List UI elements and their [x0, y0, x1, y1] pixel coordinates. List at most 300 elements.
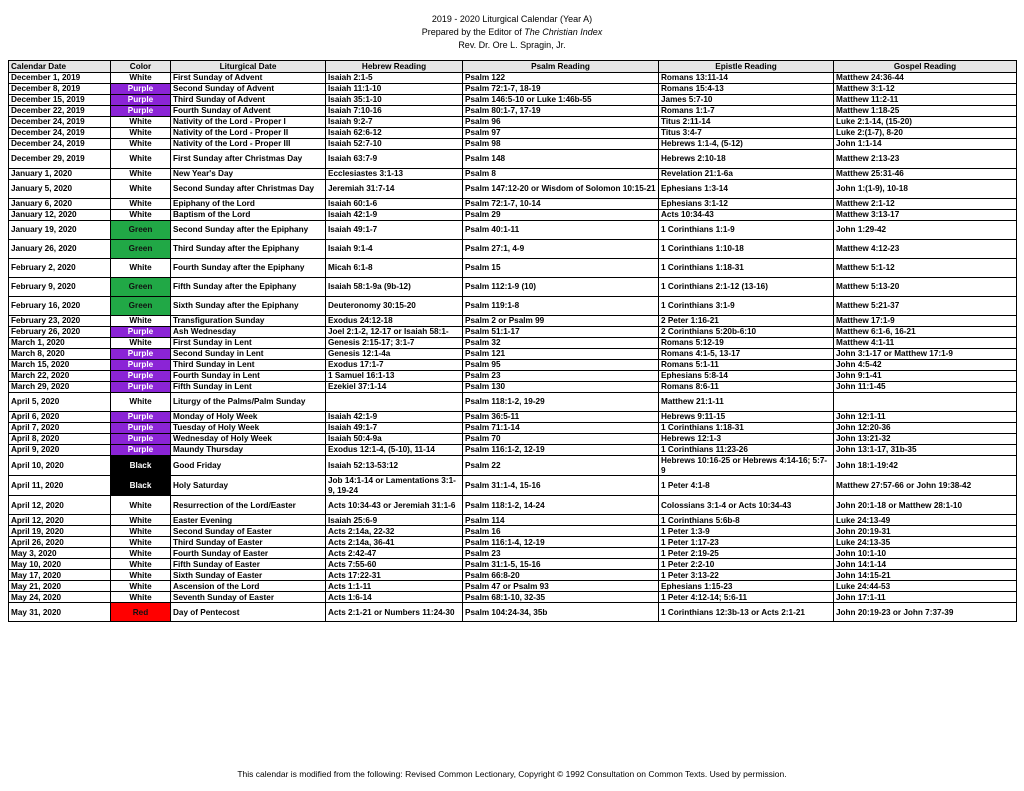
gospel-reading-cell [834, 393, 1017, 412]
psalm-reading-cell: Psalm 23 [463, 371, 659, 382]
liturgical-color-cell: Black [111, 456, 171, 476]
copyright-footer: This calendar is modified from the following: Revised Common Lectionary, Copyright © 1992 Consultation on Common Texts. Used by permission. [237, 769, 787, 779]
gospel-reading-cell: Luke 2:1-14, (15-20) [834, 117, 1017, 128]
liturgical-color-cell: White [111, 139, 171, 150]
gospel-reading-cell: John 14:1-14 [834, 559, 1017, 570]
liturgical-color-cell: Purple [111, 327, 171, 338]
table-row [9, 199, 1017, 210]
calendar-date-cell: April 6, 2020 [9, 412, 111, 423]
table-row [9, 559, 1017, 570]
liturgical-color-cell: Green [111, 278, 171, 297]
psalm-reading-cell: Psalm 122 [463, 73, 659, 84]
gospel-reading-cell: John 1:29-42 [834, 221, 1017, 240]
hebrew-reading-cell: Isaiah 52:13-53:12 [326, 456, 463, 476]
liturgical-color-cell: White [111, 496, 171, 515]
calendar-date-cell: December 24, 2019 [9, 139, 111, 150]
table-row [9, 371, 1017, 382]
epistle-reading-cell: 1 Peter 4:1-8 [659, 476, 834, 496]
hebrew-reading-cell: Ecclesiastes 3:1-13 [326, 169, 463, 180]
table-row [9, 570, 1017, 581]
calendar-date-cell: May 31, 2020 [9, 603, 111, 622]
hebrew-reading-cell: Isaiah 35:1-10 [326, 95, 463, 106]
psalm-reading-cell: Psalm 72:1-7, 10-14 [463, 199, 659, 210]
gospel-reading-cell: Matthew 11:2-11 [834, 95, 1017, 106]
calendar-date-cell: December 24, 2019 [9, 117, 111, 128]
table-row [9, 169, 1017, 180]
liturgical-date-cell: Fifth Sunday in Lent [171, 382, 326, 393]
hebrew-reading-cell: Deuteronomy 30:15-20 [326, 297, 463, 316]
publication-name: The Christian Index [524, 27, 603, 37]
calendar-date-cell: February 2, 2020 [9, 259, 111, 278]
liturgical-color-cell: Green [111, 240, 171, 259]
gospel-reading-cell: John 20:19-23 or John 7:37-39 [834, 603, 1017, 622]
hebrew-reading-cell: Exodus 17:1-7 [326, 360, 463, 371]
calendar-title: 2019 - 2020 Liturgical Calendar (Year A) [431, 14, 593, 24]
liturgical-date-cell: Seventh Sunday of Easter [171, 592, 326, 603]
psalm-reading-cell: Psalm 116:1-4, 12-19 [463, 537, 659, 548]
liturgical-color-cell: White [111, 548, 171, 559]
calendar-date-cell: March 8, 2020 [9, 349, 111, 360]
gospel-reading-cell: John 1:(1-9), 10-18 [834, 180, 1017, 199]
calendar-date-cell: April 10, 2020 [9, 456, 111, 476]
epistle-reading-cell: 1 Corinthians 3:1-9 [659, 297, 834, 316]
psalm-reading-cell: Psalm 29 [463, 210, 659, 221]
table-row [9, 95, 1017, 106]
liturgical-color-cell: White [111, 169, 171, 180]
table-row [9, 106, 1017, 117]
liturgical-date-cell: Nativity of the Lord - Proper III [171, 139, 326, 150]
epistle-reading-cell: 1 Peter 4:12-14; 5:6-11 [659, 592, 834, 603]
liturgical-color-cell: Purple [111, 371, 171, 382]
psalm-reading-cell: Psalm 47 or Psalm 93 [463, 581, 659, 592]
liturgical-date-cell: Nativity of the Lord - Proper I [171, 117, 326, 128]
liturgical-color-cell: Purple [111, 412, 171, 423]
gospel-reading-cell: Matthew 2:1-12 [834, 199, 1017, 210]
epistle-reading-cell: Romans 13:11-14 [659, 73, 834, 84]
gospel-reading-cell: John 13:1-17, 31b-35 [834, 445, 1017, 456]
liturgical-color-cell: Green [111, 221, 171, 240]
liturgical-color-cell: White [111, 526, 171, 537]
liturgical-color-cell: White [111, 570, 171, 581]
liturgical-color-cell: Purple [111, 423, 171, 434]
epistle-reading-cell: Titus 3:4-7 [659, 128, 834, 139]
gospel-reading-cell: Matthew 2:13-23 [834, 150, 1017, 169]
liturgical-date-cell: Second Sunday after Christmas Day [171, 180, 326, 199]
liturgical-date-cell: Fifth Sunday after the Epiphany [171, 278, 326, 297]
liturgical-date-cell: Good Friday [171, 456, 326, 476]
epistle-reading-cell: 1 Corinthians 1:10-18 [659, 240, 834, 259]
epistle-reading-cell: 1 Peter 2:2-10 [659, 559, 834, 570]
table-row [9, 327, 1017, 338]
liturgical-date-cell: Transfiguration Sunday [171, 316, 326, 327]
table-row [9, 316, 1017, 327]
psalm-reading-cell: Psalm 40:1-11 [463, 221, 659, 240]
liturgical-date-cell: Easter Evening [171, 515, 326, 526]
liturgical-color-cell: White [111, 180, 171, 199]
table-row [9, 240, 1017, 259]
psalm-reading-cell: Psalm 112:1-9 (10) [463, 278, 659, 297]
liturgical-color-cell: Red [111, 603, 171, 622]
gospel-reading-cell: John 4:5-42 [834, 360, 1017, 371]
hebrew-reading-cell: Isaiah 9:2-7 [326, 117, 463, 128]
hebrew-reading-cell: Exodus 24:12-18 [326, 316, 463, 327]
liturgical-date-cell: Sixth Sunday after the Epiphany [171, 297, 326, 316]
liturgical-date-cell: First Sunday in Lent [171, 338, 326, 349]
gospel-reading-cell: John 12:1-11 [834, 412, 1017, 423]
epistle-reading-cell: Hebrews 2:10-18 [659, 150, 834, 169]
table-row [9, 412, 1017, 423]
column-header-liturgical-date: Liturgical Date [171, 61, 326, 73]
gospel-reading-cell: Matthew 4:12-23 [834, 240, 1017, 259]
prepared-by-line [0, 26, 1024, 39]
calendar-date-cell: December 1, 2019 [9, 73, 111, 84]
epistle-reading-cell: Hebrews 10:16-25 or Hebrews 4:14-16; 5:7-9 [659, 456, 834, 476]
table-header-row [9, 61, 1017, 73]
gospel-reading-cell: John 20:1-18 or Matthew 28:1-10 [834, 496, 1017, 515]
psalm-reading-cell: Psalm 2 or Psalm 99 [463, 316, 659, 327]
liturgical-date-cell: Third Sunday in Lent [171, 360, 326, 371]
psalm-reading-cell: Psalm 80:1-7, 17-19 [463, 106, 659, 117]
hebrew-reading-cell: Isaiah 49:1-7 [326, 221, 463, 240]
epistle-reading-cell: Ephesians 3:1-12 [659, 199, 834, 210]
hebrew-reading-cell: Job 14:1-14 or Lamentations 3:1-9, 19-24 [326, 476, 463, 496]
gospel-reading-cell: John 10:1-10 [834, 548, 1017, 559]
gospel-reading-cell: John 9:1-41 [834, 371, 1017, 382]
hebrew-reading-cell [326, 393, 463, 412]
hebrew-reading-cell: Acts 2:42-47 [326, 548, 463, 559]
calendar-date-cell: May 3, 2020 [9, 548, 111, 559]
liturgical-color-cell: Purple [111, 95, 171, 106]
psalm-reading-cell: Psalm 147:12-20 or Wisdom of Solomon 10:15-21 [463, 180, 659, 199]
document-header [0, 13, 1024, 52]
liturgical-date-cell: Sixth Sunday of Easter [171, 570, 326, 581]
liturgical-date-cell: Nativity of the Lord - Proper II [171, 128, 326, 139]
liturgical-color-cell: White [111, 259, 171, 278]
liturgical-date-cell: Day of Pentecost [171, 603, 326, 622]
epistle-reading-cell: Titus 2:11-14 [659, 117, 834, 128]
psalm-reading-cell: Psalm 118:1-2, 14-24 [463, 496, 659, 515]
hebrew-reading-cell: Acts 7:55-60 [326, 559, 463, 570]
gospel-reading-cell: Luke 24:44-53 [834, 581, 1017, 592]
calendar-date-cell: May 21, 2020 [9, 581, 111, 592]
liturgical-date-cell: Ascension of the Lord [171, 581, 326, 592]
hebrew-reading-cell: Acts 2:1-21 or Numbers 11:24-30 [326, 603, 463, 622]
gospel-reading-cell: Matthew 4:1-11 [834, 338, 1017, 349]
table-row [9, 548, 1017, 559]
liturgical-date-cell: First Sunday of Advent [171, 73, 326, 84]
liturgical-date-cell: Fourth Sunday in Lent [171, 371, 326, 382]
epistle-reading-cell: Romans 4:1-5, 13-17 [659, 349, 834, 360]
liturgical-date-cell: Wednesday of Holy Week [171, 434, 326, 445]
hebrew-reading-cell: Ezekiel 37:1-14 [326, 382, 463, 393]
psalm-reading-cell: Psalm 72:1-7, 18-19 [463, 84, 659, 95]
calendar-date-cell: January 12, 2020 [9, 210, 111, 221]
liturgical-date-cell: Tuesday of Holy Week [171, 423, 326, 434]
gospel-reading-cell: John 17:1-11 [834, 592, 1017, 603]
liturgical-date-cell: Second Sunday of Advent [171, 84, 326, 95]
table-row [9, 259, 1017, 278]
liturgical-color-cell: White [111, 537, 171, 548]
liturgical-date-cell: Epiphany of the Lord [171, 199, 326, 210]
liturgical-color-cell: White [111, 592, 171, 603]
gospel-reading-cell: Matthew 17:1-9 [834, 316, 1017, 327]
table-row [9, 84, 1017, 95]
liturgical-color-cell: White [111, 338, 171, 349]
calendar-date-cell: February 9, 2020 [9, 278, 111, 297]
liturgical-date-cell: Third Sunday of Advent [171, 95, 326, 106]
calendar-date-cell: February 26, 2020 [9, 327, 111, 338]
hebrew-reading-cell: Acts 10:34-43 or Jeremiah 31:1-6 [326, 496, 463, 515]
psalm-reading-cell: Psalm 96 [463, 117, 659, 128]
epistle-reading-cell: Matthew 21:1-11 [659, 393, 834, 412]
epistle-reading-cell: Hebrews 12:1-3 [659, 434, 834, 445]
liturgical-date-cell: Second Sunday of Easter [171, 526, 326, 537]
table-row [9, 537, 1017, 548]
table-row [9, 581, 1017, 592]
hebrew-reading-cell: Isaiah 58:1-9a (9b-12) [326, 278, 463, 297]
psalm-reading-cell: Psalm 114 [463, 515, 659, 526]
liturgical-date-cell: Second Sunday in Lent [171, 349, 326, 360]
epistle-reading-cell: Ephesians 5:8-14 [659, 371, 834, 382]
psalm-reading-cell: Psalm 148 [463, 150, 659, 169]
epistle-reading-cell: 1 Peter 2:19-25 [659, 548, 834, 559]
hebrew-reading-cell: Isaiah 62:6-12 [326, 128, 463, 139]
prepared-by-prefix: Prepared by the Editor of [421, 27, 525, 37]
liturgical-date-cell: Fourth Sunday of Advent [171, 106, 326, 117]
table-row [9, 297, 1017, 316]
liturgical-color-cell: Purple [111, 84, 171, 95]
psalm-reading-cell: Psalm 95 [463, 360, 659, 371]
epistle-reading-cell: 1 Corinthians 2:1-12 (13-16) [659, 278, 834, 297]
liturgical-color-cell: White [111, 117, 171, 128]
psalm-reading-cell: Psalm 98 [463, 139, 659, 150]
psalm-reading-cell: Psalm 66:8-20 [463, 570, 659, 581]
column-header-color: Color [111, 61, 171, 73]
liturgical-date-cell: Holy Saturday [171, 476, 326, 496]
epistle-reading-cell: Romans 15:4-13 [659, 84, 834, 95]
calendar-date-cell: May 24, 2020 [9, 592, 111, 603]
epistle-reading-cell: 1 Peter 1:17-23 [659, 537, 834, 548]
gospel-reading-cell: John 18:1-19:42 [834, 456, 1017, 476]
calendar-date-cell: April 19, 2020 [9, 526, 111, 537]
liturgical-color-cell: White [111, 515, 171, 526]
psalm-reading-cell: Psalm 31:1-5, 15-16 [463, 559, 659, 570]
psalm-reading-cell: Psalm 116:1-2, 12-19 [463, 445, 659, 456]
table-row [9, 603, 1017, 622]
liturgical-date-cell: Third Sunday of Easter [171, 537, 326, 548]
liturgical-date-cell: Fourth Sunday of Easter [171, 548, 326, 559]
hebrew-reading-cell: Exodus 12:1-4, (5-10), 11-14 [326, 445, 463, 456]
calendar-date-cell: December 8, 2019 [9, 84, 111, 95]
epistle-reading-cell: James 5:7-10 [659, 95, 834, 106]
table-row [9, 423, 1017, 434]
liturgical-calendar-table [8, 60, 1017, 622]
table-row [9, 150, 1017, 169]
calendar-date-cell: April 8, 2020 [9, 434, 111, 445]
calendar-date-cell: December 24, 2019 [9, 128, 111, 139]
table-row [9, 128, 1017, 139]
hebrew-reading-cell: Isaiah 11:1-10 [326, 84, 463, 95]
epistle-reading-cell: Romans 5:1-11 [659, 360, 834, 371]
epistle-reading-cell: Hebrews 9:11-15 [659, 412, 834, 423]
psalm-reading-cell: Psalm 71:1-14 [463, 423, 659, 434]
hebrew-reading-cell: Acts 17:22-31 [326, 570, 463, 581]
hebrew-reading-cell: Isaiah 52:7-10 [326, 139, 463, 150]
gospel-reading-cell: John 12:20-36 [834, 423, 1017, 434]
epistle-reading-cell: 1 Corinthians 1:1-9 [659, 221, 834, 240]
gospel-reading-cell: Matthew 3:1-12 [834, 84, 1017, 95]
hebrew-reading-cell: Isaiah 50:4-9a [326, 434, 463, 445]
hebrew-reading-cell: Isaiah 9:1-4 [326, 240, 463, 259]
calendar-date-cell: April 5, 2020 [9, 393, 111, 412]
psalm-reading-cell: Psalm 51:1-17 [463, 327, 659, 338]
liturgical-date-cell: New Year's Day [171, 169, 326, 180]
liturgical-color-cell: White [111, 128, 171, 139]
calendar-date-cell: January 5, 2020 [9, 180, 111, 199]
gospel-reading-cell: Matthew 5:13-20 [834, 278, 1017, 297]
epistle-reading-cell: Colossians 3:1-4 or Acts 10:34-43 [659, 496, 834, 515]
hebrew-reading-cell: Acts 2:14a, 22-32 [326, 526, 463, 537]
calendar-date-cell: December 29, 2019 [9, 150, 111, 169]
liturgical-date-cell: Third Sunday after the Epiphany [171, 240, 326, 259]
psalm-reading-cell: Psalm 23 [463, 548, 659, 559]
gospel-reading-cell: Matthew 1:18-25 [834, 106, 1017, 117]
gospel-reading-cell: Matthew 27:57-66 or John 19:38-42 [834, 476, 1017, 496]
liturgical-date-cell: Fifth Sunday of Easter [171, 559, 326, 570]
epistle-reading-cell: 1 Peter 1:3-9 [659, 526, 834, 537]
calendar-date-cell: January 19, 2020 [9, 221, 111, 240]
table-row [9, 349, 1017, 360]
epistle-reading-cell: Romans 8:6-11 [659, 382, 834, 393]
hebrew-reading-cell: Acts 2:14a, 36-41 [326, 537, 463, 548]
gospel-reading-cell: John 11:1-45 [834, 382, 1017, 393]
psalm-reading-cell: Psalm 22 [463, 456, 659, 476]
liturgical-color-cell: White [111, 199, 171, 210]
hebrew-reading-cell: Isaiah 49:1-7 [326, 423, 463, 434]
epistle-reading-cell: 1 Corinthians 5:6b-8 [659, 515, 834, 526]
hebrew-reading-cell: Isaiah 2:1-5 [326, 73, 463, 84]
hebrew-reading-cell: Jeremiah 31:7-14 [326, 180, 463, 199]
table-row [9, 445, 1017, 456]
psalm-reading-cell: Psalm 8 [463, 169, 659, 180]
psalm-reading-cell: Psalm 104:24-34, 35b [463, 603, 659, 622]
table-row [9, 476, 1017, 496]
calendar-date-cell: February 23, 2020 [9, 316, 111, 327]
table-row [9, 496, 1017, 515]
hebrew-reading-cell: 1 Samuel 16:1-13 [326, 371, 463, 382]
column-header-calendar-date: Calendar Date [9, 61, 111, 73]
gospel-reading-cell: John 20:19-31 [834, 526, 1017, 537]
hebrew-reading-cell: Isaiah 42:1-9 [326, 210, 463, 221]
hebrew-reading-cell: Acts 1:1-11 [326, 581, 463, 592]
psalm-reading-cell: Psalm 70 [463, 434, 659, 445]
liturgical-color-cell: White [111, 393, 171, 412]
calendar-date-cell: May 17, 2020 [9, 570, 111, 581]
calendar-date-cell: March 15, 2020 [9, 360, 111, 371]
psalm-reading-cell: Psalm 15 [463, 259, 659, 278]
hebrew-reading-cell: Micah 6:1-8 [326, 259, 463, 278]
column-header-gospel-reading: Gospel Reading [834, 61, 1017, 73]
table-row [9, 221, 1017, 240]
liturgical-date-cell: Fourth Sunday after the Epiphany [171, 259, 326, 278]
calendar-date-cell: April 11, 2020 [9, 476, 111, 496]
table-row [9, 592, 1017, 603]
psalm-reading-cell: Psalm 146:5-10 or Luke 1:46b-55 [463, 95, 659, 106]
table-row [9, 180, 1017, 199]
psalm-reading-cell: Psalm 16 [463, 526, 659, 537]
liturgical-color-cell: White [111, 559, 171, 570]
liturgical-color-cell: White [111, 210, 171, 221]
table-row [9, 278, 1017, 297]
gospel-reading-cell: Luke 2:(1-7), 8-20 [834, 128, 1017, 139]
epistle-reading-cell: Revelation 21:1-6a [659, 169, 834, 180]
calendar-date-cell: December 22, 2019 [9, 106, 111, 117]
gospel-reading-cell: John 1:1-14 [834, 139, 1017, 150]
calendar-date-cell: April 9, 2020 [9, 445, 111, 456]
calendar-date-cell: March 29, 2020 [9, 382, 111, 393]
liturgical-color-cell: Purple [111, 382, 171, 393]
calendar-date-cell: March 1, 2020 [9, 338, 111, 349]
gospel-reading-cell: John 14:15-21 [834, 570, 1017, 581]
liturgical-date-cell: Maundy Thursday [171, 445, 326, 456]
epistle-reading-cell: 1 Corinthians 11:23-26 [659, 445, 834, 456]
author-line: Rev. Dr. Ore L. Spragin, Jr. [458, 40, 566, 50]
liturgical-date-cell: Resurrection of the Lord/Easter [171, 496, 326, 515]
liturgical-color-cell: Purple [111, 360, 171, 371]
calendar-date-cell: April 7, 2020 [9, 423, 111, 434]
table-row [9, 456, 1017, 476]
table-row [9, 382, 1017, 393]
gospel-reading-cell: Matthew 25:31-46 [834, 169, 1017, 180]
calendar-date-cell: December 15, 2019 [9, 95, 111, 106]
hebrew-reading-cell: Acts 1:6-14 [326, 592, 463, 603]
epistle-reading-cell: 2 Peter 1:16-21 [659, 316, 834, 327]
psalm-reading-cell: Psalm 36:5-11 [463, 412, 659, 423]
gospel-reading-cell: Matthew 6:1-6, 16-21 [834, 327, 1017, 338]
calendar-date-cell: January 6, 2020 [9, 199, 111, 210]
liturgical-color-cell: White [111, 150, 171, 169]
psalm-reading-cell: Psalm 27:1, 4-9 [463, 240, 659, 259]
liturgical-date-cell: Ash Wednesday [171, 327, 326, 338]
table-row [9, 434, 1017, 445]
gospel-reading-cell: Luke 24:13-35 [834, 537, 1017, 548]
liturgical-color-cell: White [111, 316, 171, 327]
gospel-reading-cell: Matthew 24:36-44 [834, 73, 1017, 84]
calendar-date-cell: April 12, 2020 [9, 496, 111, 515]
calendar-date-cell: February 16, 2020 [9, 297, 111, 316]
epistle-reading-cell: Acts 10:34-43 [659, 210, 834, 221]
liturgical-date-cell: Second Sunday after the Epiphany [171, 221, 326, 240]
liturgical-date-cell: Liturgy of the Palms/Palm Sunday [171, 393, 326, 412]
gospel-reading-cell: John 3:1-17 or Matthew 17:1-9 [834, 349, 1017, 360]
table-row [9, 515, 1017, 526]
hebrew-reading-cell: Isaiah 42:1-9 [326, 412, 463, 423]
calendar-date-cell: May 10, 2020 [9, 559, 111, 570]
column-header-psalm-reading: Psalm Reading [463, 61, 659, 73]
liturgical-color-cell: Purple [111, 106, 171, 117]
hebrew-reading-cell: Isaiah 7:10-16 [326, 106, 463, 117]
hebrew-reading-cell: Isaiah 60:1-6 [326, 199, 463, 210]
calendar-date-cell: April 26, 2020 [9, 537, 111, 548]
gospel-reading-cell: Matthew 3:13-17 [834, 210, 1017, 221]
liturgical-color-cell: Purple [111, 349, 171, 360]
psalm-reading-cell: Psalm 32 [463, 338, 659, 349]
gospel-reading-cell: Matthew 5:21-37 [834, 297, 1017, 316]
hebrew-reading-cell: Genesis 12:1-4a [326, 349, 463, 360]
epistle-reading-cell: 1 Corinthians 1:18-31 [659, 423, 834, 434]
liturgical-color-cell: White [111, 73, 171, 84]
epistle-reading-cell: Romans 5:12-19 [659, 338, 834, 349]
